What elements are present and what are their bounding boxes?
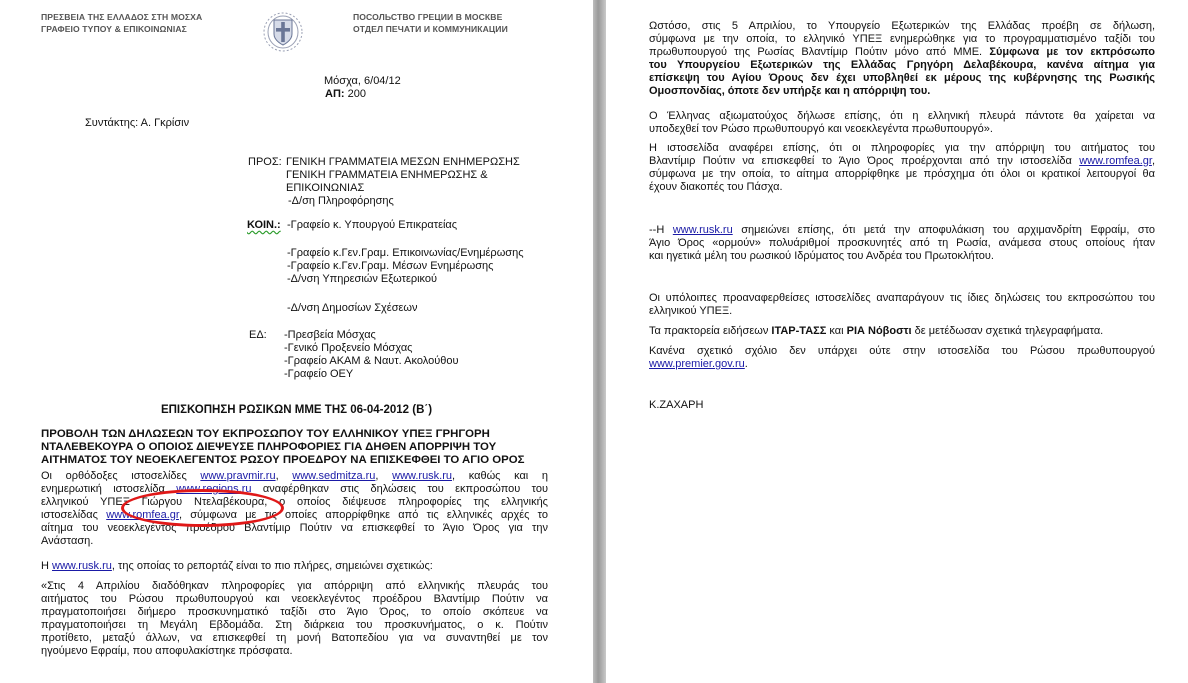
- document-page-left: [0, 0, 593, 683]
- place-date: Μόσχα, 6/04/12: [324, 75, 401, 87]
- link-romfea-2[interactable]: www.romfea.gr: [1079, 155, 1152, 167]
- right-paragraph-7: Κανένα σχετικό σχόλιο δεν υπάρχει ούτε στην ιστοσελίδα του Ρώσου πρωθυπουργού www.premier.gov.ru.: [649, 345, 1155, 370]
- to-label: ΠΡΟΣ:: [248, 156, 282, 168]
- link-regions[interactable]: www.regions.ru: [176, 483, 252, 495]
- embassy-header-russian: ПОСОЛЬСТВО ГРЕЦИИ В МОСКВЕ ОТДЕЛ ПЕЧАТИ И КОММУНИКАЦИИ: [353, 12, 508, 34]
- right-paragraph-3: Η ιστοσελίδα αναφέρει επίσης, ότι οι πληροφορίες για την απόρριψη του αιτήματος του Βλαντίμιρ Πούτιν να επισκεφθεί το Άγιο Όρος προέρχονται από την ιστοσελίδα www.romfea.gr, σύμφωνα με την οποία, το αίτημα απορρίφθηκε με πρόσχημα ότι όλοι οι κρατικοί λειτουργοί θα έχουν διακοπές του Πάσχα.: [649, 142, 1155, 193]
- review-title: ΕΠΙΣΚΟΠΗΣΗ ΡΩΣΙΚΩΝ ΜΜΕ ΤΗΣ 06-04-2012 (Β΄): [160, 404, 433, 416]
- author: Συντάκτης: Α. Γκρίσιν: [85, 117, 190, 129]
- page-gutter: [593, 0, 606, 683]
- right-paragraph-5: Οι υπόλοιπες προαναφερθείσες ιστοσελίδες αναπαράγουν τις ίδιες δηλώσεις του εκπροσώπου του ελληνικού ΥΠΕΞ.: [649, 292, 1155, 317]
- signature: Κ.ΖΑΧΑΡΗ: [649, 399, 704, 411]
- embassy-header-greek: ΠΡΕΣΒΕΙΑ ΤΗΣ ΕΛΛΑΔΟΣ ΣΤΗ ΜΟΣΧΑ ΓΡΑΦΕΙΟ ΤΥΠΟΥ & ΕΠΙΚΟΙΝΩΝΙΑΣ: [41, 12, 203, 34]
- link-premier[interactable]: www.premier.gov.ru: [649, 358, 745, 370]
- link-romfea[interactable]: www.romfea.gr: [106, 509, 179, 521]
- internal-label: ΕΔ:: [249, 329, 267, 341]
- cc-line1: -Γραφείο κ. Υπουργού Επικρατείας: [287, 219, 458, 231]
- link-rusk-2[interactable]: www.rusk.ru: [52, 560, 112, 572]
- document-page-right: [606, 0, 1188, 683]
- link-pravmir[interactable]: www.pravmir.ru: [200, 470, 276, 482]
- highlighted-name: Γιώργου Ντελαβέκουρα: [141, 496, 265, 508]
- headline: ΠΡΟΒΟΛΗ ΤΩΝ ΔΗΛΩΣΕΩΝ ΤΟΥ ΕΚΠΡΟΣΩΠΟΥ ΤΟΥ ΕΛΛΗΝΙΚΟΥ ΥΠΕΞ ΓΡΗΓΟΡΗ ΝΤΑΛΕΒΕΚΟΥΡΑ Ο ΟΠΟΙΟΣ ΔΙΕΨΕΥΣΕ ΠΛΗΡΟΦΟΡΙΕΣ ΓΙΑ ΔΗΘΕΝ ΑΠΟΡΡΙΨΗ ΤΟΥ ΑΙΤΗΜΑΤΟΣ ΤΟΥ ΝΕΟΕΚΛΕΓΕΝΤΟΣ ΡΩΣΟΥ ΠΡΟΕΔΡΟΥ ΝΑ ΕΠΙΣΚΕΦΘΕΙ ΤΟ ΑΓΙΟ ΟΡΟΣ: [41, 428, 525, 466]
- cc-recipients: -Γραφείο κ.Γεν.Γραμ. Επικοινωνίας/Ενημέρωσης -Γραφείο κ.Γεν.Γραμ. Μέσων Ενημέρωσης -Δ/νση Υπηρεσιών Εξωτερικού: [287, 247, 524, 285]
- cc-line5: -Δ/νση Δημοσίων Σχέσεων: [287, 302, 418, 314]
- right-paragraph-2: Ο Έλληνας αξιωματούχος δήλωσε επίσης, ότι η ελληνική πλευρά πάντοτε θα χαίρεται να υποδεχθεί τον Ρώσο πρωθυπουργό και νεοεκλεγέντα πρωθυπουργό».: [649, 110, 1155, 135]
- paragraph-2: Η www.rusk.ru, της οποίας το ρεπορτάζ είναι το πιο πλήρες, σημειώνει σχετικώς:: [41, 560, 433, 572]
- link-rusk[interactable]: www.rusk.ru: [392, 470, 453, 482]
- coat-of-arms-icon: [262, 11, 304, 53]
- quote-paragraph: «Στις 4 Απριλίου διαδόθηκαν πληροφορίες για απόρριψη από ελληνικής πλευράς του αιτήματος του Ρώσου πρωθυπουργού και νεοεκλεγέντος προέδρου Βλαντίμιρ Πούτιν να πραγματοποιήσει διήμερο προσκυνηματικό ταξίδι στο Άγιο Όρος, το οποίο σκόπευε να πραγματοποιήσει τη Μεγάλη Εβδομάδα. Στη διάρκεια του προσκυνήματος, ο κ. Πούτιν προτίθετο, μεταξύ άλλων, να επισκεφθεί τη μονή Βατοπεδίου για να συναντηθεί με τον ηγούμενο Εφραίμ, που αποφυλακίστηκε πρόσφατα.: [41, 580, 548, 657]
- cc-label: ΚΟΙΝ.:: [247, 219, 281, 231]
- paragraph-1: Οι ορθόδοξες ιστοσελίδες www.pravmir.ru, www.sedmitza.ru, www.rusk.ru, καθώς και η ενημερωτική ιστοσελίδα www.regions.ru αναφέρθηκαν στις δηλώσεις του εκπροσώπου του ελληνικού ΥΠΕΞ Γιώργου Ντελαβέκουρα, ο οποίος διέψευσε πληροφορίες της ελληνικής ιστοσελίδας www.romfea.gr, σύμφωνα με τις οποίες απορρίφθηκε από τις ελληνικές αρχές το αίτημα του νεοεκλεγέντος προέδρου Βλαντίμιρ Πούτιν να επισκεφθεί το Άγιο Όρος για την Ανάσταση.: [41, 470, 549, 547]
- right-paragraph-6: Τα πρακτορεία ειδήσεων ΙΤΑΡ-ΤΑΣΣ και ΡΙΑ Νόβοστι δε μετέδωσαν σχετικά τηλεγραφήματα.: [649, 325, 1104, 337]
- right-paragraph-4: --Η www.rusk.ru σημειώνει επίσης, ότι μετά την αποφυλάκιση του αρχιμανδρίτη Εφραίμ, στο Άγιο Όρος «ορμούν» πολυάριθμοί προσκυνητές από τη Ρωσία, ανάμεσα στους οποίους ήταν και ηγετικά μέλη του ρωσικού Ιδρύματος του Ανδρέα του Πρωτοκλήτου.: [649, 224, 1156, 262]
- link-rusk-3[interactable]: www.rusk.ru: [672, 224, 733, 236]
- link-sedmitza[interactable]: www.sedmitza.ru: [292, 470, 376, 482]
- internal-recipients: -Πρεσβεία Μόσχας -Γενικό Προξενείο Μόσχας -Γραφείο ΑΚΑΜ & Ναυτ. Ακολούθου -Γραφείο ΟΕΥ: [284, 329, 459, 380]
- right-paragraph-1: Ωστόσο, στις 5 Απριλίου, το Υπουργείο Εξωτερικών της Ελλάδας προέβη σε δήλωση, σύμφωνα με την οποία, το ελληνικό ΥΠΕΞ ενημερώθηκε για το προγραμματισμένο ταξίδι του πρωθυπουργού της Ρωσίας Βλαντίμιρ Πούτιν μόνο από ΜΜΕ. Σύμφωνα με τον εκπρόσωπο του Υπουργείου Εξωτερικών της Ελλάδας Γρηγόρη Δελαβέκουρα, κανένα αίτημα για επίσκεψη του Αγίου Όρους δεν έχει υποβληθεί εκ μέρους της κυβέρνησης της Ρωσικής Ομοσπονδίας, όποτε δεν υπήρξε και η απόρριψη του.: [649, 20, 1155, 97]
- to-recipients: ΓΕΝΙΚΗ ΓΡΑΜΜΑΤΕΙΑ ΜΕΣΩΝ ΕΝΗΜΕΡΩΣΗΣ ΓΕΝΙΚΗ ΓΡΑΜΜΑΤΕΙΑ ΕΝΗΜΕΡΩΣΗΣ & ΕΠΙΚΟΙΝΩΝΙΑΣ -Δ/ση Πληροφόρησης: [286, 156, 520, 207]
- red-highlight-oval: [121, 489, 284, 527]
- reference-number: ΑΠ: 200: [325, 88, 366, 100]
